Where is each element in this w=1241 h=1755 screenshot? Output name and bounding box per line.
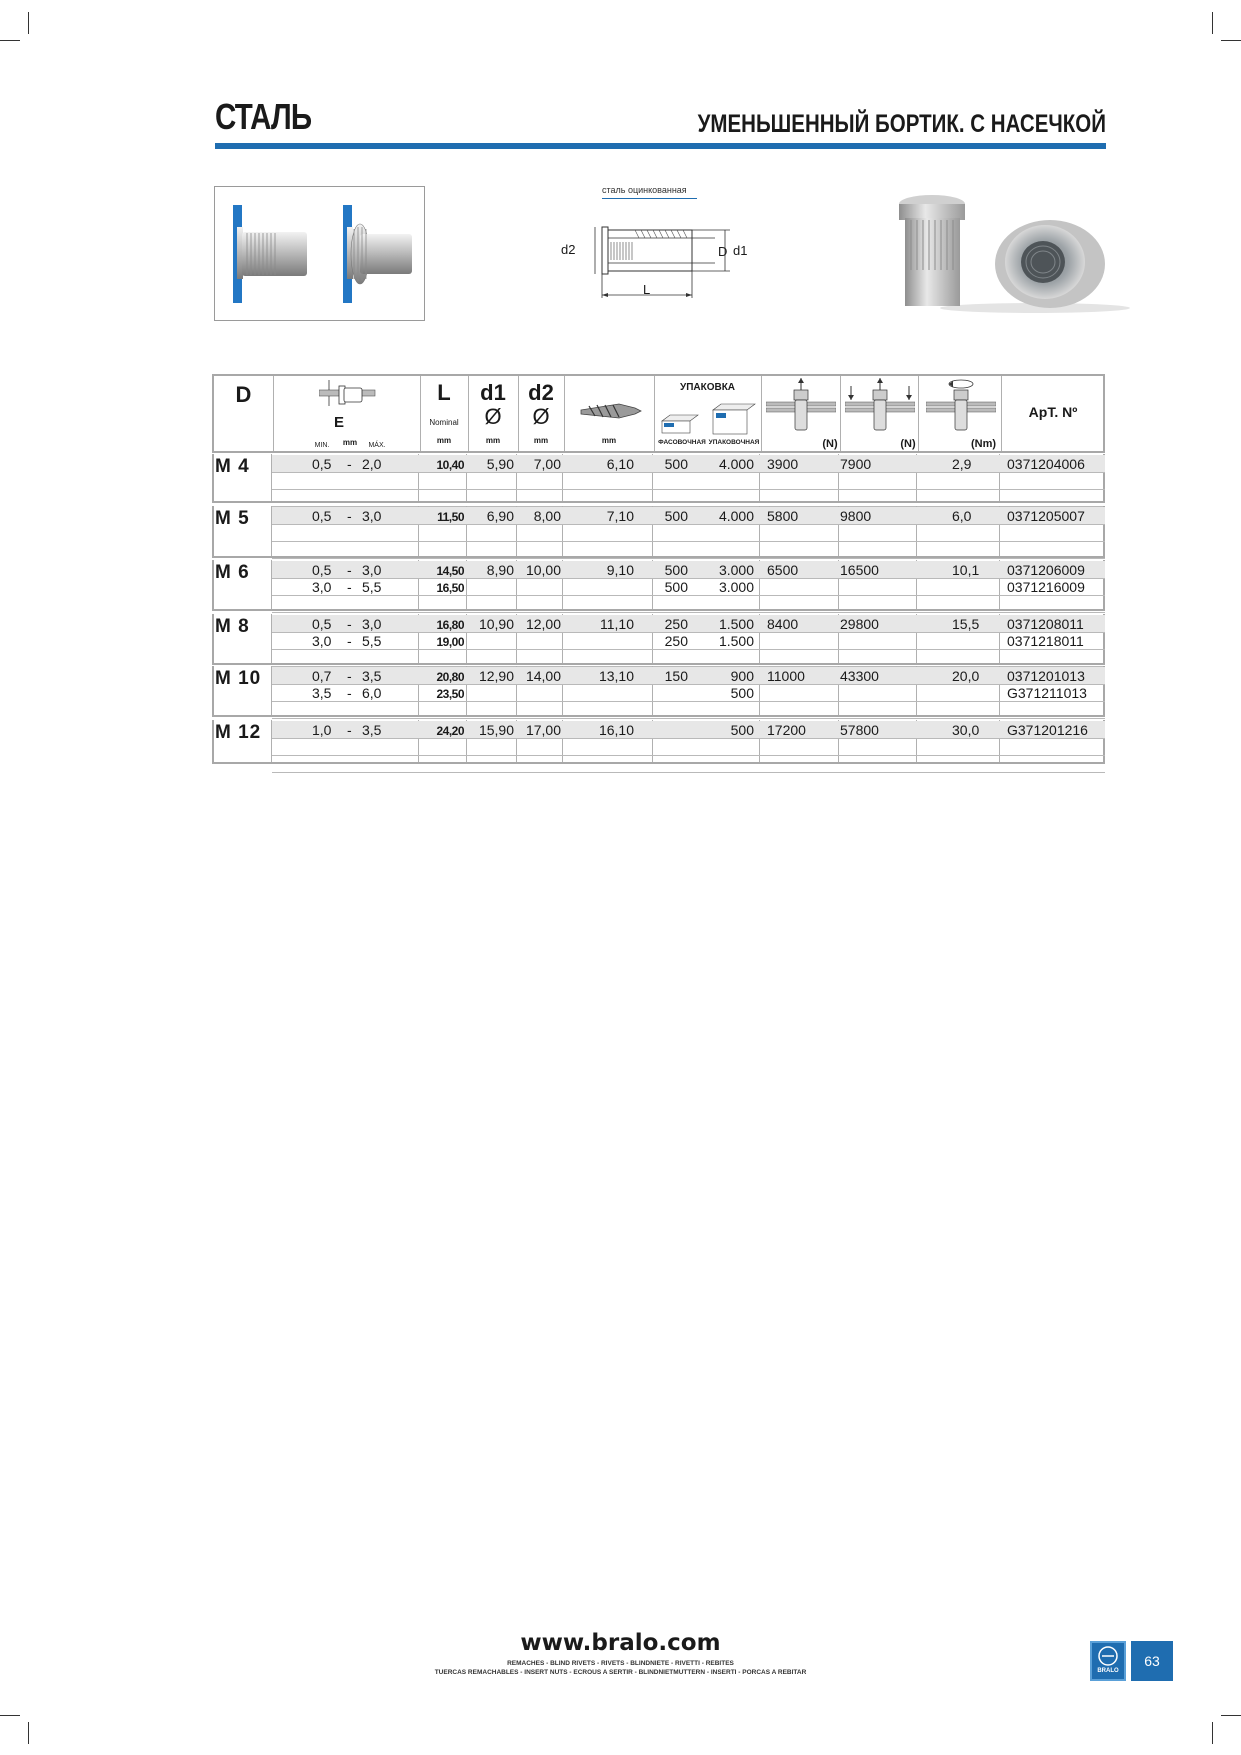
- cell-e-min: 0,5: [312, 508, 332, 524]
- crop-mark: [1212, 1722, 1213, 1744]
- cell-dash: -: [347, 685, 352, 701]
- table-group: [212, 614, 1105, 667]
- installation-illustration: [214, 186, 425, 321]
- table-row: [212, 685, 1105, 702]
- cell-d1: 5,90: [486, 456, 514, 472]
- header-packaging: УПАКОВКА: [679, 382, 736, 393]
- cell-e-min: 0,7: [312, 668, 332, 684]
- cell-shear: 43300: [840, 668, 879, 684]
- footer-line-1: REMACHES - BLIND RIVETS - RIVETS - BLINDNIETE - RIVETTI - REBITES: [507, 1660, 734, 1667]
- cell-art: 0371205007: [1007, 508, 1085, 524]
- cell-d2: 14,00: [525, 668, 561, 684]
- rivet-nut-photo-icon: [885, 190, 1135, 320]
- cell-art: 0371201013: [1007, 668, 1085, 684]
- crop-mark: [28, 1722, 29, 1744]
- cell-drill: 16,10: [598, 722, 634, 738]
- cell-pack-big: 4.000: [718, 508, 754, 524]
- cell-tensile: 11000: [767, 668, 805, 684]
- header-d1-symbol: Ø: [484, 404, 502, 429]
- size-label: M 6: [215, 562, 250, 583]
- cell-pack-big: 500: [730, 722, 754, 738]
- cell-d2: 17,00: [525, 722, 561, 738]
- cell-e-min: 0,5: [312, 456, 332, 472]
- cell-e-min: 3,5: [312, 685, 332, 701]
- cell-dash: -: [347, 633, 352, 649]
- cell-art: 0371208011: [1007, 616, 1084, 632]
- large-box-icon: [711, 402, 757, 436]
- dim-label-d1: d1: [733, 243, 748, 258]
- cell-pack-big: 1.500: [718, 616, 754, 632]
- page-number: 63: [1131, 1641, 1173, 1681]
- crop-mark: [1212, 12, 1213, 34]
- cell-l: 19,00: [436, 635, 464, 649]
- crop-mark: [0, 1715, 20, 1716]
- size-label: M 4: [215, 456, 250, 477]
- cell-tensile: 8400: [767, 616, 799, 632]
- table-row: [212, 616, 1105, 633]
- cell-art: G371201216: [1007, 722, 1088, 738]
- logo-text: BRALO: [1097, 1668, 1119, 1674]
- table-row: [212, 579, 1105, 596]
- crop-mark: [28, 12, 29, 34]
- cell-dash: -: [347, 456, 352, 472]
- cell-e-max: 3,5: [362, 668, 382, 684]
- size-label: M 12: [215, 722, 262, 743]
- table-row: [212, 722, 1105, 739]
- cell-drill: 7,10: [606, 508, 634, 524]
- cell-shear: 29800: [840, 616, 879, 632]
- header-d2-mm: mm: [533, 436, 549, 445]
- header-drill-mm: mm: [601, 436, 617, 445]
- header-L-mm: mm: [436, 436, 452, 445]
- torque-icon: [926, 378, 996, 434]
- header-L: L: [437, 380, 451, 405]
- cell-dash: -: [347, 579, 352, 595]
- table-row: [212, 508, 1105, 525]
- header-d1-mm: mm: [485, 436, 501, 445]
- cell-e-max: 3,0: [362, 508, 382, 524]
- cell-e-max: 5,5: [362, 579, 382, 595]
- crop-mark: [1221, 1715, 1241, 1716]
- header-E-min: MIN.: [314, 442, 330, 449]
- dim-label-L: L: [643, 282, 651, 297]
- header-d2-symbol: Ø: [532, 404, 550, 429]
- header-d1: d1: [480, 380, 506, 405]
- footer-line-2: TUERCAS REMACHABLES - INSERT NUTS - ECROUS A SERTIR - BLINDNIETMUTTERN - INSERTI - PORCAS A REBITAR: [434, 1669, 807, 1676]
- product-photo: [885, 190, 1135, 320]
- specifications-table: [212, 374, 1105, 774]
- cell-dash: -: [347, 722, 352, 738]
- header-E-max: MÁX.: [368, 442, 386, 449]
- table-row: [212, 456, 1105, 473]
- cell-pack-big: 1.500: [718, 633, 754, 649]
- cell-tensile: 3900: [767, 456, 799, 472]
- size-label: M 10: [215, 668, 262, 689]
- cell-d2: 12,00: [525, 616, 561, 632]
- cell-d1: 8,90: [486, 562, 514, 578]
- crop-mark: [0, 40, 20, 41]
- cell-d1: 10,90: [478, 616, 514, 632]
- header-E-mm: mm: [342, 438, 358, 447]
- cell-shear: 7900: [840, 456, 872, 472]
- header-E: E: [333, 414, 344, 431]
- table-group: [212, 506, 1105, 560]
- cell-shear: 57800: [840, 722, 879, 738]
- drill-bit-icon: [579, 398, 643, 424]
- cell-pack-big: 3.000: [718, 579, 754, 595]
- cell-torque: 6,0: [952, 508, 972, 524]
- cell-e-max: 6,0: [362, 685, 382, 701]
- cell-e-max: 3,0: [362, 616, 382, 632]
- cell-e-min: 0,5: [312, 562, 332, 578]
- cell-e-max: 5,5: [362, 633, 382, 649]
- cell-l: 11,50: [437, 510, 464, 524]
- cell-tensile: 6500: [767, 562, 799, 578]
- cell-torque: 20,0: [952, 668, 980, 684]
- cell-e-min: 3,0: [312, 579, 332, 595]
- rivet-nut-section-icon: [555, 185, 785, 310]
- dimension-diagram: [555, 185, 785, 310]
- cell-e-max: 3,5: [362, 722, 382, 738]
- table-header: [212, 374, 1105, 453]
- cell-torque: 10,1: [952, 562, 980, 578]
- cell-d2: 8,00: [533, 508, 561, 524]
- cell-e-min: 3,0: [312, 633, 332, 649]
- cell-pack-big: 3.000: [718, 562, 754, 578]
- cell-pack-big: 900: [730, 668, 754, 684]
- cell-e-min: 0,5: [312, 616, 332, 632]
- page-subtitle: УМЕНЬШЕННЫЙ БОРТИК. С НАСЕЧКОЙ: [697, 110, 1106, 138]
- cell-dash: -: [347, 562, 352, 578]
- cell-dash: -: [347, 508, 352, 524]
- cell-dash: -: [347, 616, 352, 632]
- dim-label-d2: d2: [561, 242, 576, 257]
- cell-l: 23,50: [436, 687, 464, 701]
- cell-pack-small: 500: [664, 508, 688, 524]
- table-row: [212, 633, 1105, 650]
- footer-website[interactable]: www.bralo.com: [520, 1630, 721, 1656]
- cell-l: 14,50: [436, 564, 464, 578]
- cell-d1: 15,90: [478, 722, 514, 738]
- cell-l: 10,40: [436, 458, 464, 472]
- cell-l: 20,80: [436, 670, 464, 684]
- table-group: [212, 454, 1105, 505]
- table-group: [212, 666, 1105, 719]
- cell-drill: 13,10: [598, 668, 634, 684]
- cell-shear: 9800: [840, 508, 872, 524]
- cell-art: 0371218011: [1007, 633, 1084, 649]
- header-tensile: (N): [822, 438, 838, 450]
- cell-d2: 7,00: [533, 456, 561, 472]
- cell-l: 16,80: [436, 618, 464, 632]
- cell-pack-small: 500: [664, 456, 688, 472]
- cell-d2: 10,00: [525, 562, 561, 578]
- grip-range-icon: [319, 380, 379, 408]
- dim-label-D: D: [718, 244, 728, 259]
- cell-art: 0371216009: [1007, 579, 1085, 595]
- header-L-nominal: Nominal: [429, 418, 459, 427]
- cell-shear: 16500: [840, 562, 879, 578]
- cell-l: 16,50: [436, 581, 464, 595]
- cell-e-max: 3,0: [362, 562, 382, 578]
- header-art-no: ApT. Nº: [1028, 404, 1078, 420]
- cell-l: 24,20: [436, 724, 464, 738]
- header-shear: (N): [900, 438, 916, 450]
- cell-d1: 12,90: [478, 668, 514, 684]
- table-group: [212, 720, 1105, 766]
- table-row: [212, 668, 1105, 685]
- crop-mark: [1221, 40, 1241, 41]
- header-d2: d2: [528, 380, 554, 405]
- cell-e-max: 2,0: [362, 456, 382, 472]
- header-torque: (Nm): [970, 438, 997, 450]
- cell-pack-big: 500: [730, 685, 754, 701]
- cell-art: G371211013: [1007, 685, 1087, 701]
- small-box-icon: [660, 413, 700, 435]
- material-label: сталь оцинкованная: [602, 185, 687, 195]
- bralo-emblem-icon: [1092, 1645, 1124, 1667]
- cell-d1: 6,90: [486, 508, 514, 524]
- cell-drill: 6,10: [606, 456, 634, 472]
- cell-e-min: 1,0: [312, 722, 332, 738]
- header-pack-small: ФАСОВОЧНАЯ: [658, 439, 706, 446]
- cell-art: 0371206009: [1007, 562, 1085, 578]
- size-label: M 5: [215, 508, 250, 529]
- rivet-nut-install-icon: [215, 187, 424, 320]
- cell-pack-small: 500: [664, 579, 688, 595]
- cell-pack-small: 150: [664, 668, 688, 684]
- cell-torque: 15,5: [952, 616, 980, 632]
- size-label: M 8: [215, 616, 250, 637]
- table-body: [212, 454, 1105, 774]
- header-pack-big: УПАКОВОЧНАЯ: [708, 439, 760, 446]
- table-group: [212, 560, 1105, 613]
- title-underline: [215, 143, 1106, 149]
- cell-drill: 9,10: [606, 562, 634, 578]
- header-D: D: [235, 382, 252, 407]
- cell-pack-big: 4.000: [718, 456, 754, 472]
- cell-tensile: 5800: [767, 508, 799, 524]
- cell-pack-small: 500: [664, 562, 688, 578]
- cell-torque: 2,9: [952, 456, 972, 472]
- cell-dash: -: [347, 668, 352, 684]
- cell-pack-small: 250: [664, 616, 688, 632]
- cell-art: 0371204006: [1007, 456, 1085, 472]
- bralo-logo: [1090, 1641, 1126, 1681]
- tensile-load-icon: [766, 378, 836, 434]
- cell-drill: 11,10: [600, 616, 634, 632]
- cell-pack-small: 250: [664, 633, 688, 649]
- cell-tensile: 17200: [767, 722, 806, 738]
- table-row: [212, 562, 1105, 579]
- cell-torque: 30,0: [952, 722, 980, 738]
- shear-load-icon: [845, 378, 915, 434]
- page-title: СТАЛЬ: [215, 96, 312, 137]
